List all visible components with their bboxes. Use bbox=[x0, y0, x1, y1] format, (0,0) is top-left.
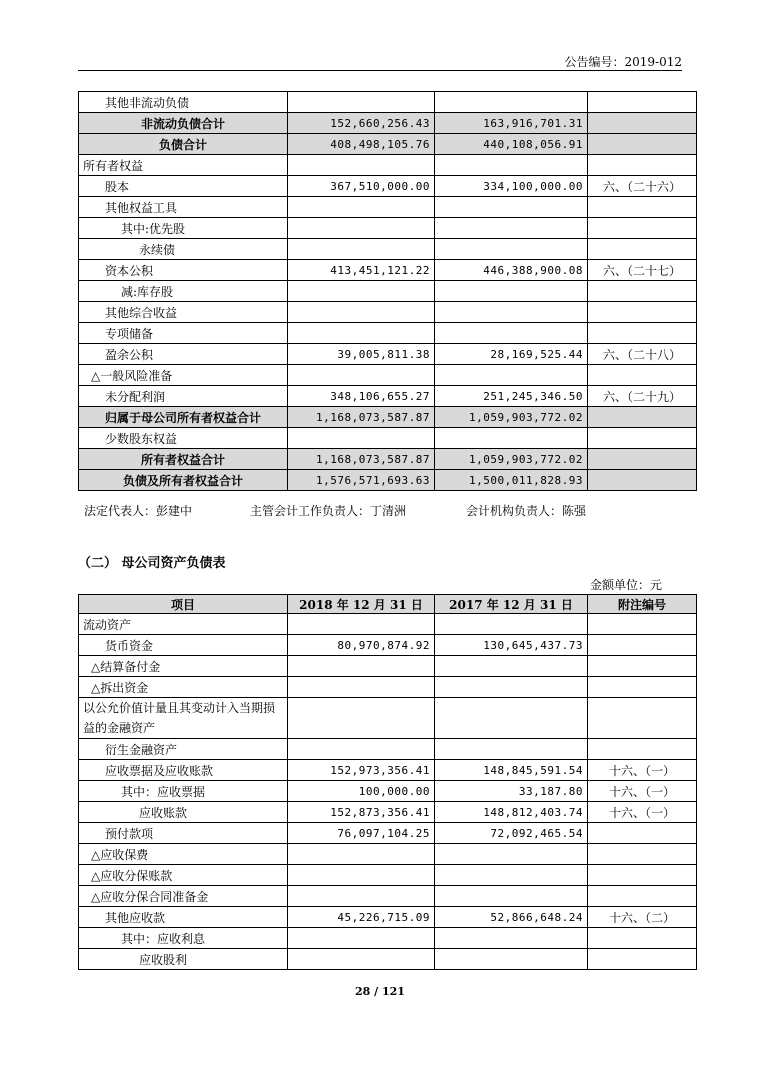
row-label: 专项储备 bbox=[79, 323, 288, 344]
note-ref: 十六、（一） bbox=[588, 760, 697, 781]
header-divider bbox=[78, 70, 682, 71]
row-label: 其他权益工具 bbox=[79, 197, 288, 218]
note-ref: 六、（二十九） bbox=[588, 386, 697, 407]
table-row bbox=[79, 823, 697, 844]
note-ref: 十六、（一） bbox=[588, 781, 697, 802]
row-label: 减:库存股 bbox=[79, 281, 288, 302]
value-prior: 72,092,465.54 bbox=[435, 823, 588, 844]
value-current bbox=[288, 428, 435, 449]
value-current bbox=[288, 365, 435, 386]
value-prior: 28,169,525.44 bbox=[435, 344, 588, 365]
row-label: 未分配利润 bbox=[79, 386, 288, 407]
row-label: 负债合计 bbox=[79, 134, 288, 155]
value-current bbox=[288, 677, 435, 698]
note-ref bbox=[588, 239, 697, 260]
value-prior bbox=[435, 949, 588, 970]
value-current bbox=[288, 886, 435, 907]
row-label: 以公允价值计量且其变动计入当期损益的金融资产 bbox=[79, 698, 288, 739]
value-prior bbox=[435, 197, 588, 218]
value-current bbox=[288, 739, 435, 760]
value-prior: 334,100,000.00 bbox=[435, 176, 588, 197]
table-row bbox=[79, 428, 697, 449]
value-current: 152,973,356.41 bbox=[288, 760, 435, 781]
row-label: △拆出资金 bbox=[79, 677, 288, 698]
value-prior: 446,388,900.08 bbox=[435, 260, 588, 281]
note-ref bbox=[588, 949, 697, 970]
row-label: 盈余公积 bbox=[79, 344, 288, 365]
value-current: 76,097,104.25 bbox=[288, 823, 435, 844]
value-prior: 52,866,648.24 bbox=[435, 907, 588, 928]
table-row bbox=[79, 635, 697, 656]
header-item: 项目 bbox=[79, 595, 288, 614]
note-ref bbox=[588, 844, 697, 865]
table-row bbox=[79, 260, 697, 281]
value-current bbox=[288, 155, 435, 176]
row-label: 非流动负债合计 bbox=[79, 113, 288, 134]
note-ref bbox=[588, 218, 697, 239]
value-prior bbox=[435, 886, 588, 907]
table-row bbox=[79, 656, 697, 677]
table-row bbox=[79, 865, 697, 886]
value-current bbox=[288, 92, 435, 113]
value-prior bbox=[435, 302, 588, 323]
value-prior bbox=[435, 428, 588, 449]
value-prior bbox=[435, 92, 588, 113]
value-prior: 1,059,903,772.02 bbox=[435, 407, 588, 428]
value-current bbox=[288, 302, 435, 323]
row-label: △应收保费 bbox=[79, 844, 288, 865]
table-row bbox=[79, 197, 697, 218]
value-prior bbox=[435, 677, 588, 698]
row-label: 其他综合收益 bbox=[79, 302, 288, 323]
note-ref bbox=[588, 197, 697, 218]
row-label: △一般风险准备 bbox=[79, 365, 288, 386]
accounting-org-head: 会计机构负责人：陈强 bbox=[466, 504, 587, 518]
value-current bbox=[288, 865, 435, 886]
table-row bbox=[79, 344, 697, 365]
consolidated-balance-sheet-table bbox=[78, 91, 697, 491]
table-row bbox=[79, 614, 697, 635]
value-current bbox=[288, 656, 435, 677]
row-label: 预付款项 bbox=[79, 823, 288, 844]
row-label: 其中：应收利息 bbox=[79, 928, 288, 949]
value-current: 1,168,073,587.87 bbox=[288, 407, 435, 428]
note-ref bbox=[588, 155, 697, 176]
value-prior bbox=[435, 865, 588, 886]
row-label: 所有者权益 bbox=[79, 155, 288, 176]
row-label: 其他非流动负债 bbox=[79, 92, 288, 113]
value-prior bbox=[435, 656, 588, 677]
value-prior bbox=[435, 239, 588, 260]
note-ref bbox=[588, 698, 697, 739]
note-ref bbox=[588, 407, 697, 428]
value-prior: 251,245,346.50 bbox=[435, 386, 588, 407]
value-current bbox=[288, 844, 435, 865]
note-ref bbox=[588, 886, 697, 907]
value-current: 348,106,655.27 bbox=[288, 386, 435, 407]
note-ref bbox=[588, 614, 697, 635]
row-label: △应收分保合同准备金 bbox=[79, 886, 288, 907]
table-row bbox=[79, 802, 697, 823]
value-prior bbox=[435, 698, 588, 739]
table-row bbox=[79, 218, 697, 239]
value-prior: 130,645,437.73 bbox=[435, 635, 588, 656]
value-current bbox=[288, 323, 435, 344]
row-label: 流动资产 bbox=[79, 614, 288, 635]
note-ref bbox=[588, 635, 697, 656]
value-current bbox=[288, 239, 435, 260]
table-row bbox=[79, 760, 697, 781]
row-label: 应收账款 bbox=[79, 802, 288, 823]
row-label: 资本公积 bbox=[79, 260, 288, 281]
value-current: 408,498,105.76 bbox=[288, 134, 435, 155]
value-prior bbox=[435, 739, 588, 760]
table-header-row bbox=[79, 595, 697, 614]
table-row bbox=[79, 698, 697, 739]
table-row bbox=[79, 928, 697, 949]
value-current: 152,873,356.41 bbox=[288, 802, 435, 823]
value-current bbox=[288, 698, 435, 739]
table-row bbox=[79, 323, 697, 344]
value-current: 80,970,874.92 bbox=[288, 635, 435, 656]
table-row bbox=[79, 176, 697, 197]
header-2018: 2018 年 12 月 31 日 bbox=[288, 595, 435, 614]
note-ref bbox=[588, 134, 697, 155]
row-label: △结算备付金 bbox=[79, 656, 288, 677]
value-current: 100,000.00 bbox=[288, 781, 435, 802]
header-note: 附注编号 bbox=[588, 595, 697, 614]
table-row bbox=[79, 677, 697, 698]
note-ref bbox=[588, 739, 697, 760]
row-label: 其他应收款 bbox=[79, 907, 288, 928]
row-label: 股本 bbox=[79, 176, 288, 197]
note-ref: 十六、（二） bbox=[588, 907, 697, 928]
value-current bbox=[288, 928, 435, 949]
table-row bbox=[79, 113, 697, 134]
value-prior: 1,059,903,772.02 bbox=[435, 449, 588, 470]
row-label: 衍生金融资产 bbox=[79, 739, 288, 760]
value-current: 1,576,571,693.63 bbox=[288, 470, 435, 491]
table-row bbox=[79, 844, 697, 865]
row-label: 少数股东权益 bbox=[79, 428, 288, 449]
table-row bbox=[79, 365, 697, 386]
table-row bbox=[79, 407, 697, 428]
value-prior: 1,500,011,828.93 bbox=[435, 470, 588, 491]
value-current bbox=[288, 218, 435, 239]
note-ref: 六、（二十八） bbox=[588, 344, 697, 365]
table-row bbox=[79, 386, 697, 407]
value-prior: 163,916,701.31 bbox=[435, 113, 588, 134]
note-ref bbox=[588, 428, 697, 449]
note-ref: 十六、（一） bbox=[588, 802, 697, 823]
value-prior: 440,108,056.91 bbox=[435, 134, 588, 155]
table-row bbox=[79, 739, 697, 760]
note-ref bbox=[588, 823, 697, 844]
table-row bbox=[79, 155, 697, 176]
table-row bbox=[79, 281, 697, 302]
value-current bbox=[288, 197, 435, 218]
table-row bbox=[79, 949, 697, 970]
value-current: 367,510,000.00 bbox=[288, 176, 435, 197]
value-prior bbox=[435, 844, 588, 865]
value-prior: 148,845,591.54 bbox=[435, 760, 588, 781]
note-ref bbox=[588, 677, 697, 698]
value-prior bbox=[435, 155, 588, 176]
row-label: △应收分保账款 bbox=[79, 865, 288, 886]
page-number: 28 / 121 bbox=[355, 985, 405, 998]
value-current: 1,168,073,587.87 bbox=[288, 449, 435, 470]
note-ref bbox=[588, 656, 697, 677]
row-label: 应收票据及应收账款 bbox=[79, 760, 288, 781]
row-label: 永续债 bbox=[79, 239, 288, 260]
value-prior: 148,812,403.74 bbox=[435, 802, 588, 823]
note-ref bbox=[588, 113, 697, 134]
parent-balance-sheet-table bbox=[78, 594, 697, 970]
value-current: 413,451,121.22 bbox=[288, 260, 435, 281]
table-row bbox=[79, 239, 697, 260]
table-row bbox=[79, 134, 697, 155]
row-label: 归属于母公司所有者权益合计 bbox=[79, 407, 288, 428]
value-prior: 33,187.80 bbox=[435, 781, 588, 802]
announcement-number: 公告编号：2019-012 bbox=[564, 55, 682, 69]
value-current bbox=[288, 281, 435, 302]
header-2017: 2017 年 12 月 31 日 bbox=[435, 595, 588, 614]
note-ref bbox=[588, 281, 697, 302]
note-ref bbox=[588, 928, 697, 949]
note-ref bbox=[588, 470, 697, 491]
note-ref bbox=[588, 365, 697, 386]
value-prior bbox=[435, 323, 588, 344]
table-row bbox=[79, 449, 697, 470]
note-ref bbox=[588, 302, 697, 323]
row-label: 应收股利 bbox=[79, 949, 288, 970]
note-ref bbox=[588, 865, 697, 886]
table-row bbox=[79, 302, 697, 323]
value-current: 152,660,256.43 bbox=[288, 113, 435, 134]
note-ref bbox=[588, 449, 697, 470]
note-ref: 六、（二十六） bbox=[588, 176, 697, 197]
table-row bbox=[79, 92, 697, 113]
legal-representative: 法定代表人：彭建中 bbox=[84, 504, 193, 518]
table-row bbox=[79, 886, 697, 907]
value-prior bbox=[435, 281, 588, 302]
value-prior bbox=[435, 218, 588, 239]
row-label: 负债及所有者权益合计 bbox=[79, 470, 288, 491]
value-current: 39,005,811.38 bbox=[288, 344, 435, 365]
value-prior bbox=[435, 928, 588, 949]
table-row bbox=[79, 781, 697, 802]
row-label: 其中:优先股 bbox=[79, 218, 288, 239]
section-title: （二） 母公司资产负债表 bbox=[78, 556, 226, 571]
note-ref bbox=[588, 323, 697, 344]
table-row bbox=[79, 470, 697, 491]
table-row bbox=[79, 907, 697, 928]
row-label: 货币资金 bbox=[79, 635, 288, 656]
value-prior bbox=[435, 365, 588, 386]
value-current bbox=[288, 949, 435, 970]
row-label: 所有者权益合计 bbox=[79, 449, 288, 470]
row-label: 其中：应收票据 bbox=[79, 781, 288, 802]
value-prior bbox=[435, 614, 588, 635]
note-ref bbox=[588, 92, 697, 113]
amount-unit: 金额单位：元 bbox=[589, 578, 662, 592]
value-current bbox=[288, 614, 435, 635]
value-current: 45,226,715.09 bbox=[288, 907, 435, 928]
accounting-head: 主管会计工作负责人：丁清洲 bbox=[250, 504, 407, 518]
note-ref: 六、（二十七） bbox=[588, 260, 697, 281]
